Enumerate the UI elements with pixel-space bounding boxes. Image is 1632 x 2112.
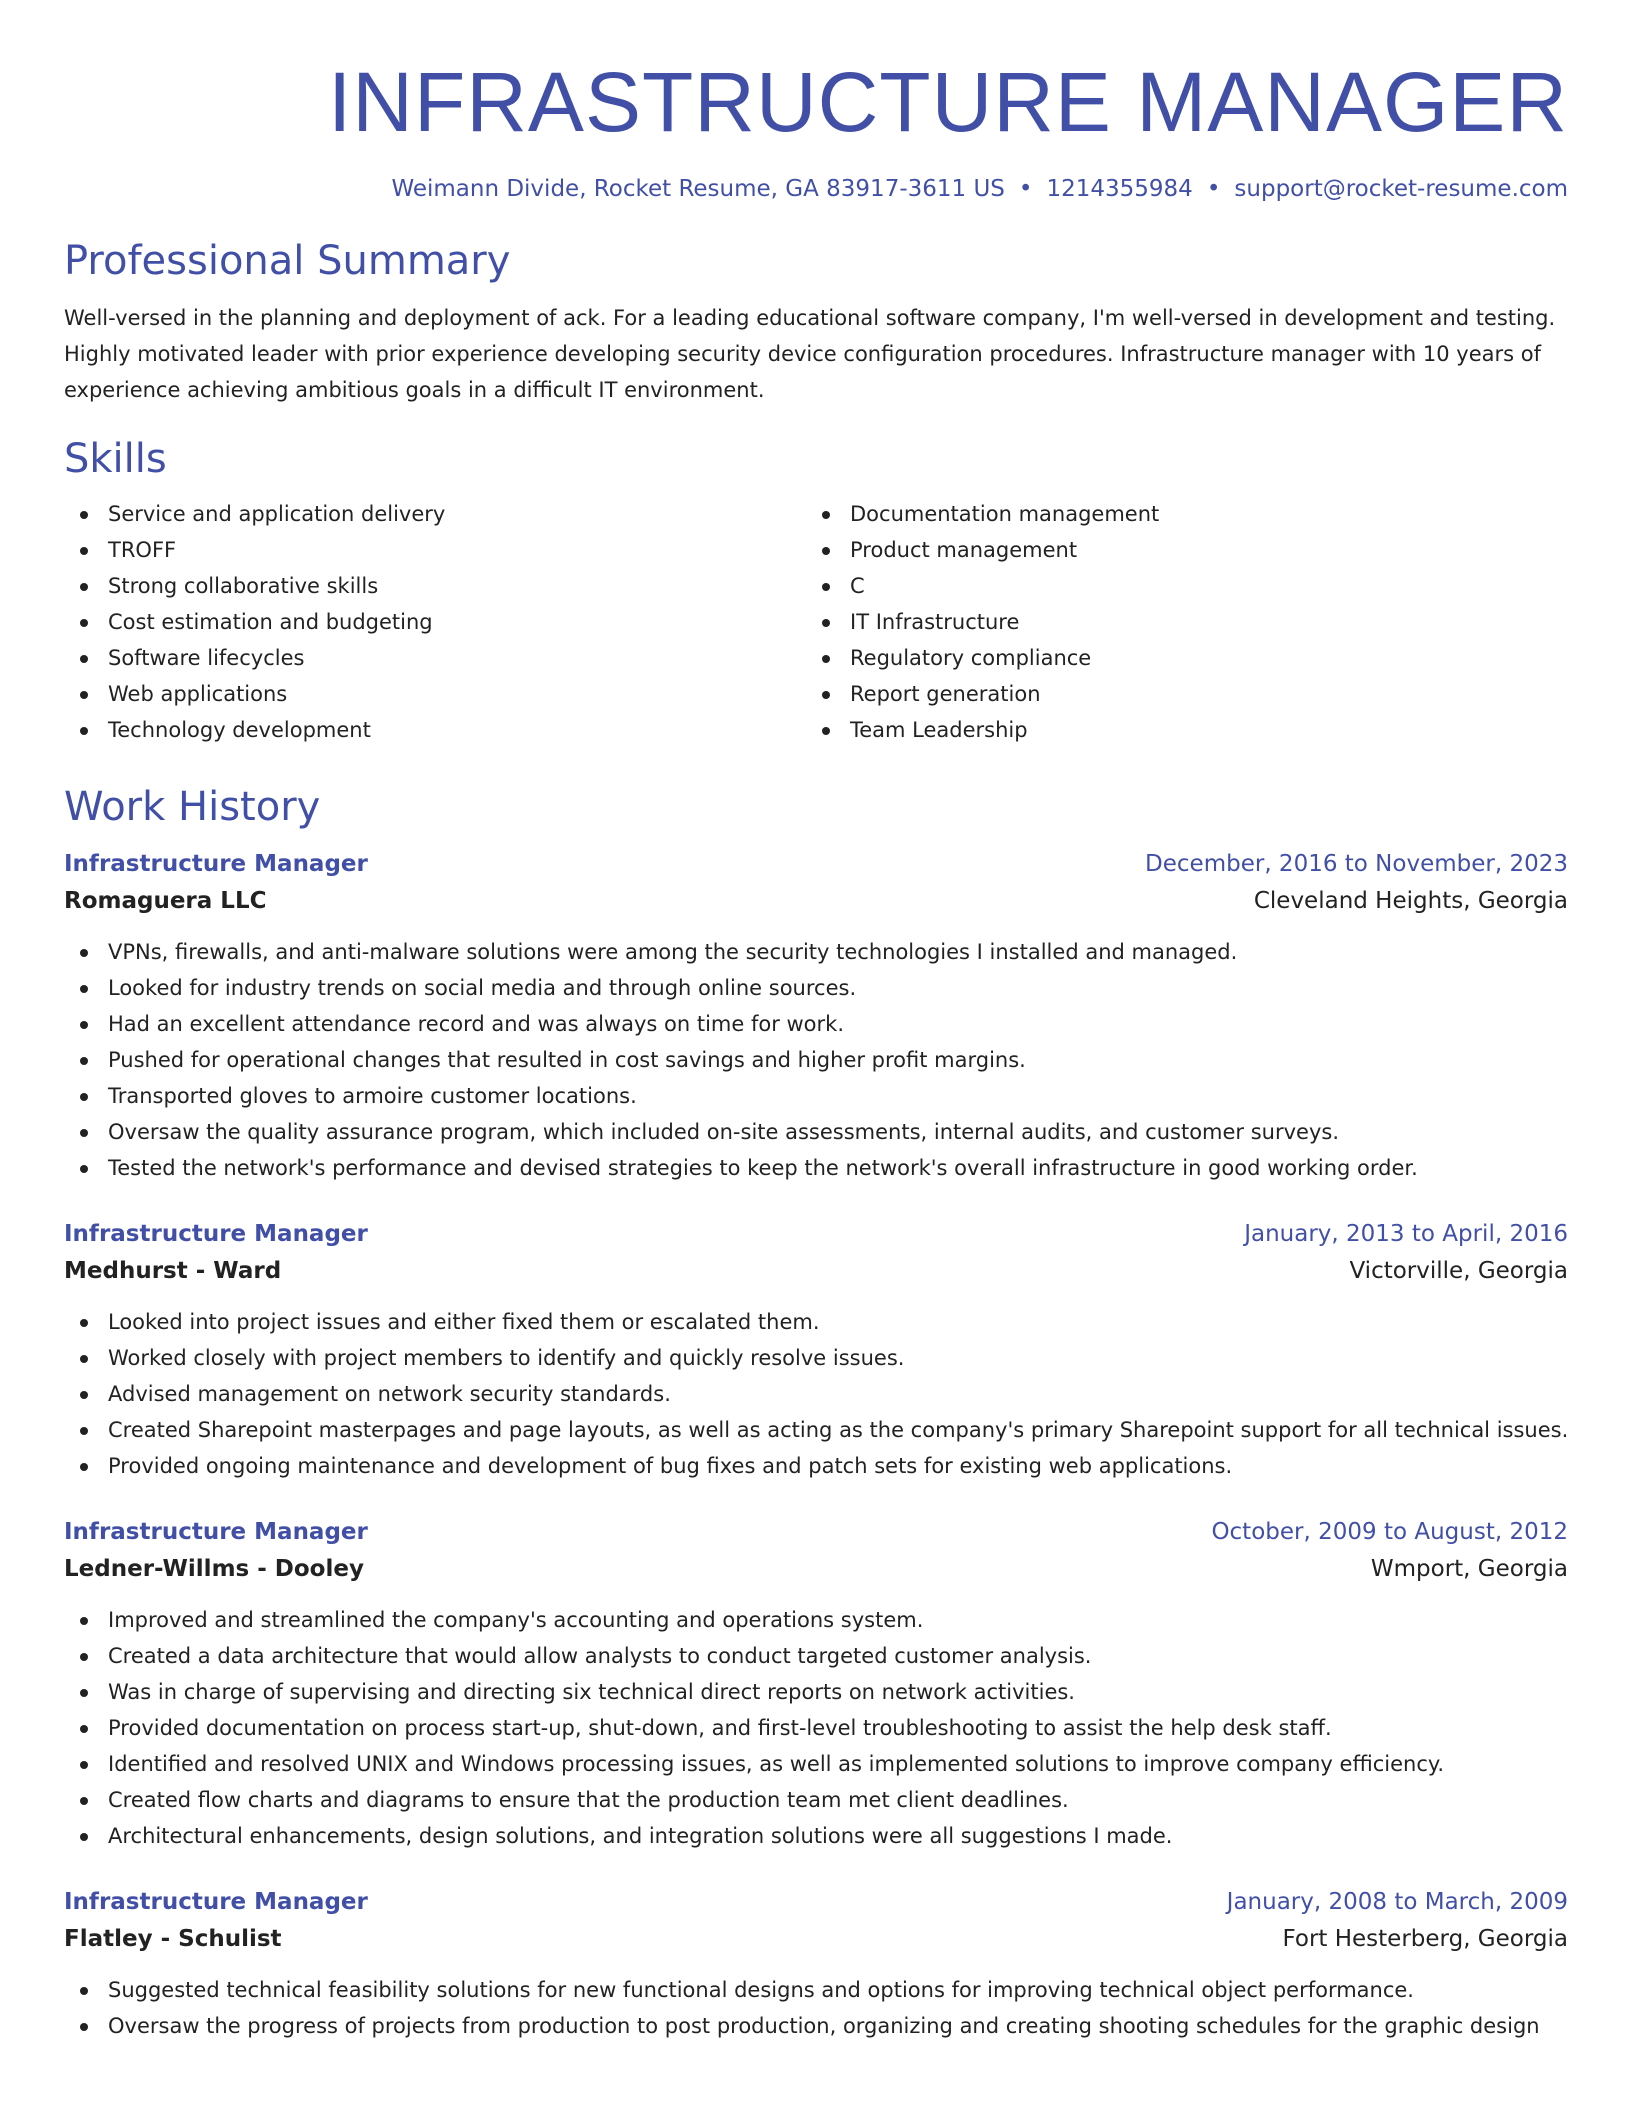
job-entry	[64, 1514, 1568, 1854]
job-company: Medhurst - Ward	[64, 1258, 282, 1284]
job-bullets	[64, 934, 1568, 1186]
job-bullet: Oversaw the progress of projects from production to post production, organizing and creating shooting schedules for the graphic design	[64, 2008, 1568, 2044]
skill-item: Regulatory compliance	[806, 640, 1548, 676]
job-location: Fort Hesterberg, Georgia	[1282, 1926, 1568, 1952]
skill-item: Report generation	[806, 676, 1548, 712]
skill-item: IT Infrastructure	[806, 604, 1548, 640]
job-entry	[64, 1216, 1568, 1484]
job-bullet: Had an excellent attendance record and was always on time for work.	[64, 1006, 1568, 1042]
job-company-row	[64, 1252, 1568, 1290]
skill-item: Cost estimation and budgeting	[64, 604, 806, 640]
job-bullet: Pushed for operational changes that resulted in cost savings and higher profit margins.	[64, 1042, 1568, 1078]
skill-item: Service and application delivery	[64, 496, 806, 532]
resume-title: INFRASTRUCTURE MANAGER	[327, 55, 1568, 149]
job-bullet: Worked closely with project members to identify and quickly resolve issues.	[64, 1340, 1568, 1376]
job-header-row	[64, 1884, 1568, 1920]
work-history-heading: Work History	[64, 784, 321, 830]
contact-line	[64, 174, 1568, 204]
job-dates: October, 2009 to August, 2012	[1211, 1519, 1568, 1545]
job-bullet: Advised management on network security standards.	[64, 1376, 1568, 1412]
job-location: Cleveland Heights, Georgia	[1253, 888, 1568, 914]
job-title: Infrastructure Manager	[64, 1221, 368, 1247]
job-company: Romaguera LLC	[64, 888, 267, 914]
skill-item: Strong collaborative skills	[64, 568, 806, 604]
contact-email[interactable]: support@rocket-resume.com	[1234, 176, 1568, 202]
job-bullet: Identified and resolved UNIX and Windows processing issues, as well as implemented solutions to improve company efficiency.	[64, 1746, 1568, 1782]
job-company-row	[64, 882, 1568, 920]
resume-page	[64, 0, 1568, 2044]
job-bullet: Suggested technical feasibility solutions for new functional designs and options for improving technical object performance.	[64, 1972, 1568, 2008]
job-dates: January, 2008 to March, 2009	[1226, 1889, 1568, 1915]
job-bullets	[64, 1602, 1568, 1854]
job-bullet: Created Sharepoint masterpages and page layouts, as well as acting as the company's primary Sharepoint support for all technical issues.	[64, 1412, 1568, 1448]
job-bullet: Oversaw the quality assurance program, which included on-site assessments, internal audits, and customer surveys.	[64, 1114, 1568, 1150]
job-bullet: Provided ongoing maintenance and development of bug fixes and patch sets for existing web applications.	[64, 1448, 1568, 1484]
job-bullet: VPNs, firewalls, and anti-malware solutions were among the security technologies I installed and managed.	[64, 934, 1568, 970]
skills-column-right	[806, 496, 1548, 748]
job-header-row	[64, 1216, 1568, 1252]
job-dates: December, 2016 to November, 2023	[1145, 851, 1568, 877]
job-bullet: Provided documentation on process start-up, shut-down, and first-level troubleshooting to assist the help desk staff.	[64, 1710, 1568, 1746]
contact-separator: •	[1018, 176, 1033, 202]
job-bullet: Looked into project issues and either fixed them or escalated them.	[64, 1304, 1568, 1340]
job-location: Victorville, Georgia	[1349, 1258, 1568, 1284]
job-title: Infrastructure Manager	[64, 1889, 368, 1915]
skill-item: Product management	[806, 532, 1548, 568]
job-bullet: Architectural enhancements, design solutions, and integration solutions were all suggestions I made.	[64, 1818, 1568, 1854]
skill-item: TROFF	[64, 532, 806, 568]
job-bullet: Created a data architecture that would allow analysts to conduct targeted customer analysis.	[64, 1638, 1568, 1674]
skill-item: Team Leadership	[806, 712, 1548, 748]
skill-item: Software lifecycles	[64, 640, 806, 676]
job-bullet: Looked for industry trends on social media and through online sources.	[64, 970, 1568, 1006]
skills-column-left	[64, 496, 806, 748]
job-location: Wmport, Georgia	[1370, 1556, 1568, 1582]
job-company-row	[64, 1920, 1568, 1958]
job-title: Infrastructure Manager	[64, 1519, 368, 1545]
job-company-row	[64, 1550, 1568, 1588]
job-bullet: Improved and streamlined the company's accounting and operations system.	[64, 1602, 1568, 1638]
job-bullets	[64, 1972, 1568, 2044]
job-header-row	[64, 1514, 1568, 1550]
job-bullet: Was in charge of supervising and directing six technical direct reports on network activities.	[64, 1674, 1568, 1710]
skill-item: Documentation management	[806, 496, 1548, 532]
job-bullet: Tested the network's performance and devised strategies to keep the network's overall infrastructure in good working order.	[64, 1150, 1568, 1186]
skills-list	[64, 496, 1568, 748]
job-company: Flatley - Schulist	[64, 1926, 282, 1952]
contact-separator: •	[1206, 176, 1221, 202]
contact-address: Weimann Divide, Rocket Resume, GA 83917-3611 US	[391, 176, 1005, 202]
job-company: Ledner-Willms - Dooley	[64, 1556, 364, 1582]
skill-item: Technology development	[64, 712, 806, 748]
job-title: Infrastructure Manager	[64, 851, 368, 877]
summary-text: Well-versed in the planning and deployment of ack. For a leading educational software company, I'm well-versed in development and testing. Highly motivated leader with prior experience developing security device configuration procedures. Infrastructure manager with 10 years of experience achieving ambitious goals in a difficult IT environment.	[64, 306, 1556, 402]
job-bullet: Created flow charts and diagrams to ensure that the production team met client deadlines.	[64, 1782, 1568, 1818]
skill-item: C	[806, 568, 1548, 604]
job-entry	[64, 1884, 1568, 2044]
summary-heading: Professional Summary	[64, 238, 511, 284]
skill-item: Web applications	[64, 676, 806, 712]
contact-phone: 1214355984	[1046, 176, 1193, 202]
job-bullet: Transported gloves to armoire customer locations.	[64, 1078, 1568, 1114]
job-bullets	[64, 1304, 1568, 1484]
job-dates: January, 2013 to April, 2016	[1244, 1221, 1568, 1247]
job-header-row	[64, 846, 1568, 882]
job-entry	[64, 846, 1568, 1186]
skills-heading: Skills	[64, 436, 167, 482]
